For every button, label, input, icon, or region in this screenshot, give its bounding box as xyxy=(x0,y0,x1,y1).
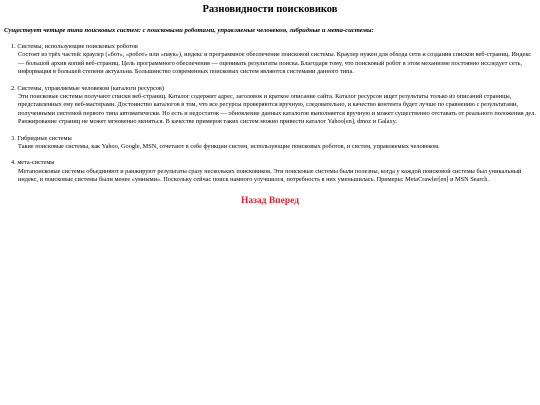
list-item-body: Эти поисковые системы получают списки веб-страниц. Каталог содержит адрес, заголовок и краткое описание сайта. Каталог ресурсов ищет результаты только из описаний страницы, представленных ему веб-мастерами. Достоинство каталогов в том, что все ресурсы проверяются вручную, следовательно, и качество контента будет лучше по сравнению с результатами, полученными системой первого типа автоматически. Но есть и недостаток — обновление данных каталогов выполняется вручную и может существенно отставать от реального положения дел. Ранжирование страниц не может мгновенно меняться. В качестве примеров таких систем можно привести каталог Yahoo[en], dmoz и Galaxy. xyxy=(18,93,536,126)
list-item-body: Такие поисковые системы, как Yahoo, Google, MSN, сочетают в себе функции систем, использующие поисковых роботов, и систем, управляемых человеком. xyxy=(18,143,440,151)
list-item-heading-row xyxy=(11,85,536,93)
list-item xyxy=(11,85,536,127)
list-item xyxy=(11,159,536,184)
intro-text: Существует четыре типа поисковых систем: с поисковыми роботами, управляемые человеком, гибридные и мета-системы: xyxy=(4,27,374,34)
forward-link[interactable]: Вперед xyxy=(268,195,300,206)
page-navigation xyxy=(4,195,536,207)
search-engine-types-list xyxy=(4,43,536,185)
list-item-heading: мета-системы xyxy=(17,159,55,167)
list-item-heading: Системы, управляемые человеком (каталоги ресурсов) xyxy=(17,84,164,92)
list-item-number: 2. xyxy=(11,84,16,92)
list-item xyxy=(11,43,536,77)
list-item-number: 4. xyxy=(11,159,16,167)
page-title: Разновидности поисковиков xyxy=(202,4,338,15)
list-item-heading-row xyxy=(11,43,536,51)
list-item-number: 3. xyxy=(11,134,16,142)
list-item-body: Метапоисковые системы объединяют и ранжируют результаты сразу нескольких поисковиков. Эти поисковые системы были полезны, когда у каждой поисковой системы был уникальный индекс, и поисковые системы были менее «умными». Поскольку сейчас поиск намного улучшился, потребность в них уменьшилась. Примеры: MetaCrawler[en] и MSN Search. xyxy=(18,167,522,184)
list-item-number: 1. xyxy=(11,43,16,50)
list-item-heading-row xyxy=(11,135,536,143)
list-item-heading: Системы, использующие поисковых роботов xyxy=(17,43,138,50)
list-item-heading: Гибридные системы xyxy=(17,134,72,142)
list-item xyxy=(11,135,536,152)
back-link[interactable]: Назад xyxy=(240,195,267,206)
list-item-heading-row xyxy=(11,159,536,167)
list-item-body: Состоят из трёх частей: краулер («бот», «робот» или «паук»), индекс и программное обеспечение поисковой системы. Краулер нужен для обхода сети и создания списков веб-страниц. Индекс — большой архив копий веб-страниц. Цель программного обеспечения — оценивать результаты поиска. Благодаря тому, что поисковый робот в этом механизме постоянно исследует сеть, информация в большей степени актуальна. Большинство современных поисковых систем являются системами данного типа. xyxy=(18,51,532,76)
